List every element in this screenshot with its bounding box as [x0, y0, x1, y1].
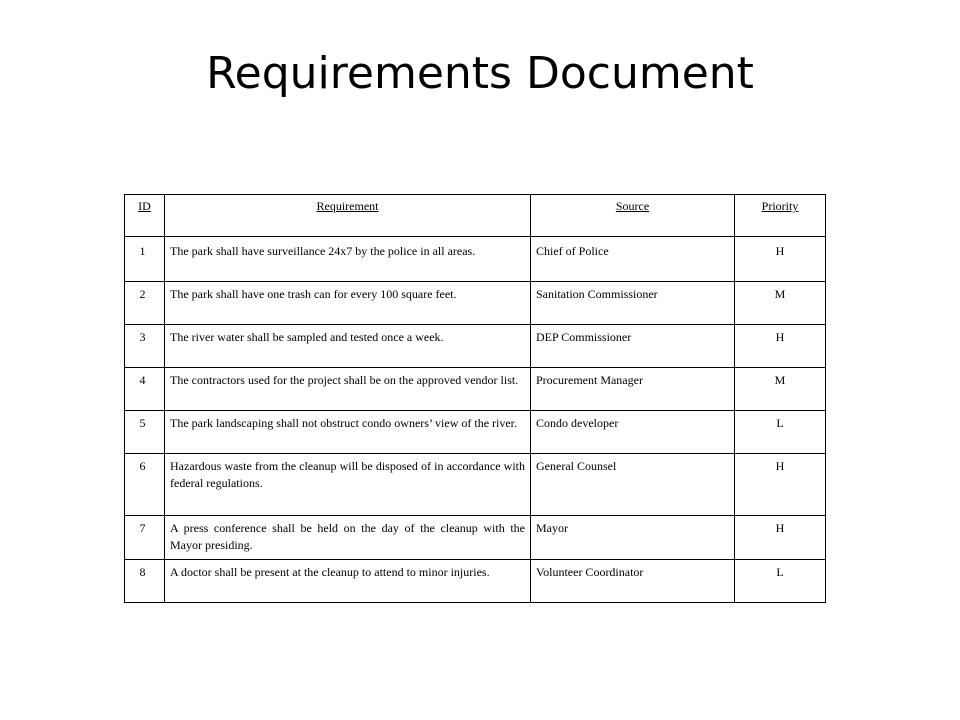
table-row [125, 516, 826, 560]
cell-priority: H [735, 516, 826, 560]
cell-id: 8 [125, 559, 165, 602]
column-header-priority: Priority [735, 195, 826, 237]
column-header-id: ID [125, 195, 165, 237]
cell-source: General Counsel [531, 454, 735, 516]
cell-requirement: The park landscaping shall not obstruct condo owners’ view of the river. [165, 411, 531, 454]
table-header-row [125, 195, 826, 237]
cell-requirement: The park shall have one trash can for every 100 square feet. [165, 282, 531, 325]
cell-source: DEP Commissioner [531, 325, 735, 368]
column-header-source: Source [531, 195, 735, 237]
cell-source: Condo developer [531, 411, 735, 454]
table-row [125, 454, 826, 516]
column-header-requirement: Requirement [165, 195, 531, 237]
cell-priority: M [735, 368, 826, 411]
table-row [125, 237, 826, 282]
cell-id: 3 [125, 325, 165, 368]
table-row [125, 368, 826, 411]
cell-id: 1 [125, 237, 165, 282]
cell-id: 5 [125, 411, 165, 454]
cell-priority: H [735, 454, 826, 516]
table-row [125, 411, 826, 454]
cell-priority: L [735, 411, 826, 454]
table-row [125, 282, 826, 325]
cell-requirement: A doctor shall be present at the cleanup to attend to minor injuries. [165, 559, 531, 602]
cell-requirement: Hazardous waste from the cleanup will be disposed of in accordance with federal regulations. [165, 454, 531, 516]
cell-source: Chief of Police [531, 237, 735, 282]
page-title: Requirements Document [206, 48, 754, 99]
cell-requirement: The contractors used for the project shall be on the approved vendor list. [165, 368, 531, 411]
cell-id: 4 [125, 368, 165, 411]
cell-id: 6 [125, 454, 165, 516]
cell-requirement: The river water shall be sampled and tested once a week. [165, 325, 531, 368]
cell-id: 2 [125, 282, 165, 325]
table-row [125, 559, 826, 602]
cell-priority: H [735, 325, 826, 368]
cell-requirement: A press conference shall be held on the day of the cleanup with the Mayor presiding. [165, 516, 531, 560]
cell-priority: L [735, 559, 826, 602]
cell-source: Sanitation Commissioner [531, 282, 735, 325]
cell-priority: H [735, 237, 826, 282]
table-row [125, 325, 826, 368]
cell-requirement: The park shall have surveillance 24x7 by the police in all areas. [165, 237, 531, 282]
cell-source: Volunteer Coordinator [531, 559, 735, 602]
cell-priority: M [735, 282, 826, 325]
cell-id: 7 [125, 516, 165, 560]
cell-source: Mayor [531, 516, 735, 560]
cell-source: Procurement Manager [531, 368, 735, 411]
requirements-table [124, 194, 826, 603]
